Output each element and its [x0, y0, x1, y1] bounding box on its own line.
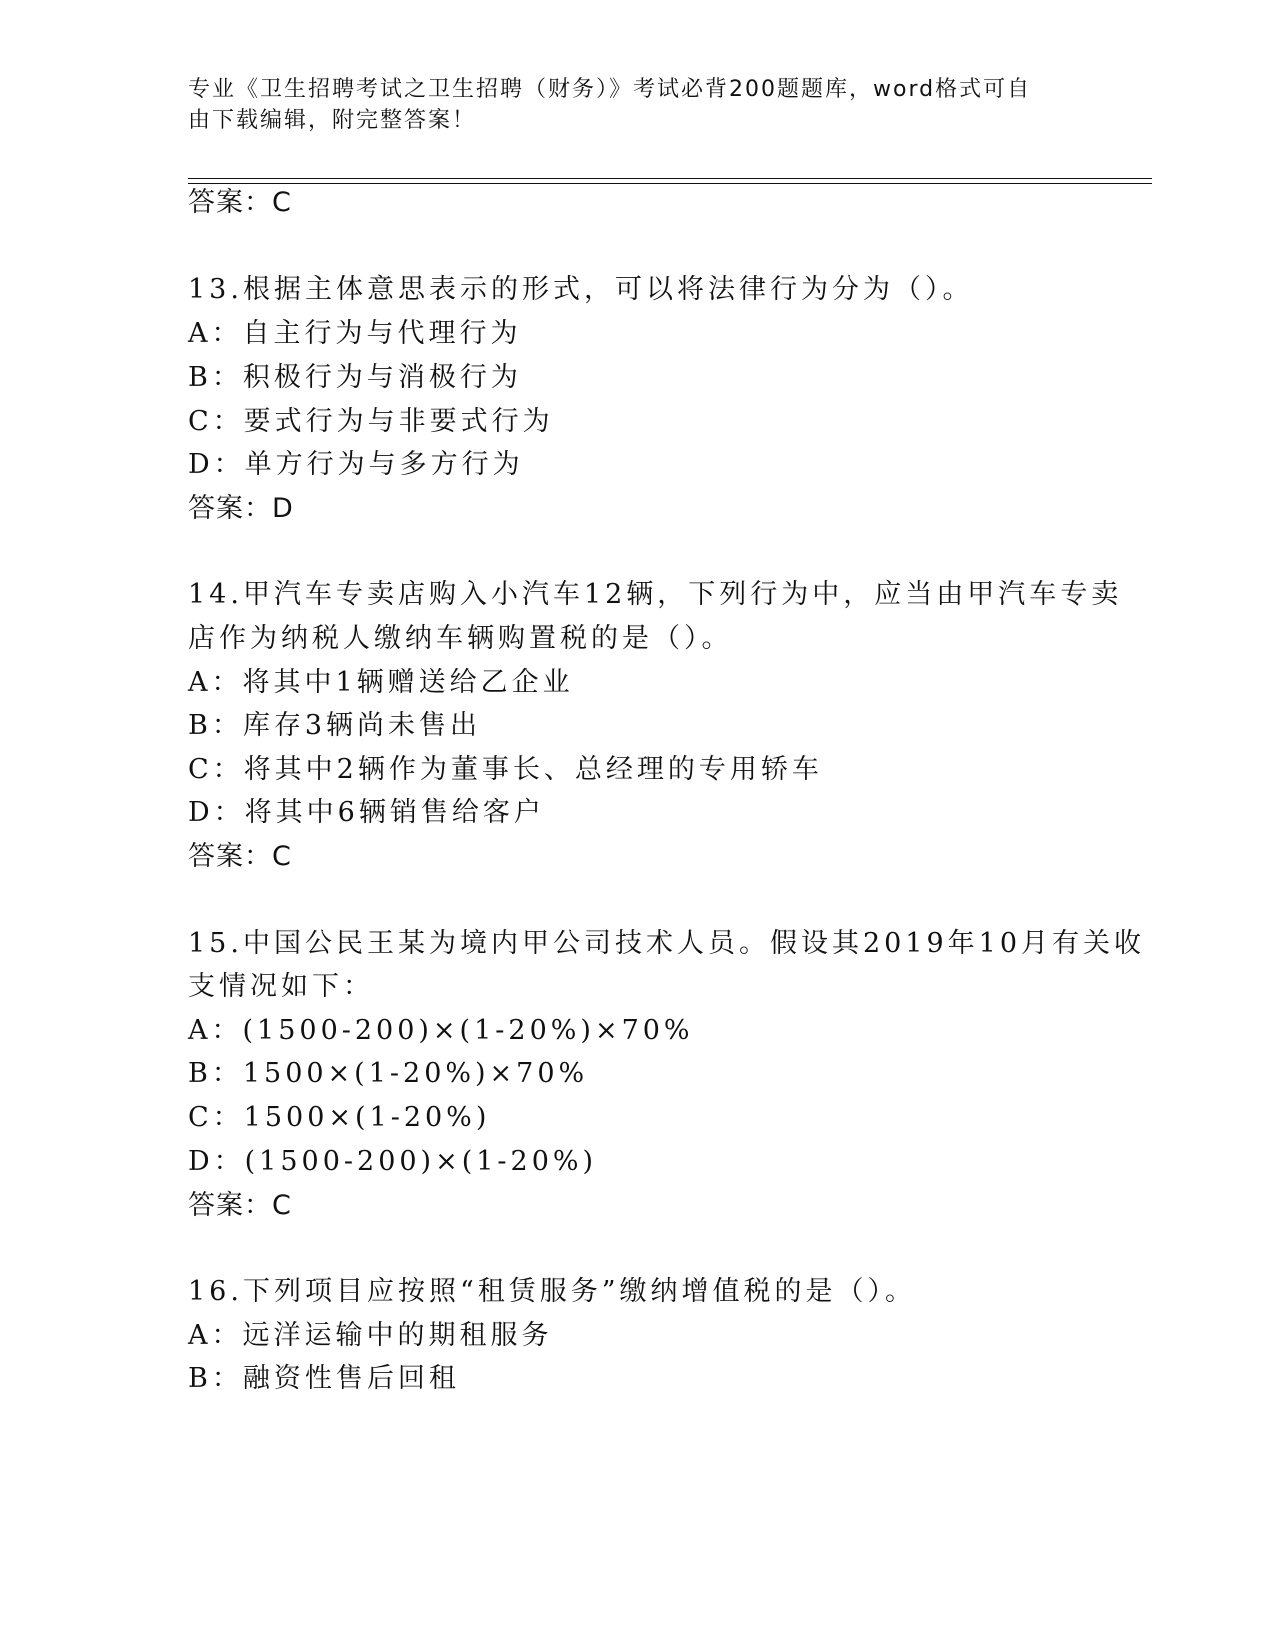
header-divider-top: [188, 178, 1152, 179]
header-line-1: 专业《卫生招聘考试之卫生招聘（财务）》考试必背200题题库，word格式可自: [188, 77, 1032, 102]
q13-answer: 答案：D: [188, 493, 294, 524]
question-13: 13.根据主体意思表示的形式，可以将法律行为分为（）。: [188, 274, 974, 305]
q13-option-c: C：要式行为与非要式行为: [188, 406, 554, 437]
q16-option-a: A：远洋运输中的期租服务: [188, 1320, 553, 1351]
question-16: 16.下列项目应按照“租赁服务”缴纳增值税的是（）。: [188, 1276, 917, 1307]
question-15-line-2: 支情况如下：: [188, 971, 374, 1002]
q15-answer: 答案：C: [188, 1190, 292, 1221]
q15-option-a: A：(1500-200)×(1-20%)×70%: [188, 1015, 694, 1046]
q15-option-d: D：(1500-200)×(1-20%): [188, 1146, 598, 1177]
q13-option-b: B：积极行为与消极行为: [188, 362, 522, 393]
q14-option-a: A：将其中1辆赠送给乙企业: [188, 667, 574, 698]
q14-option-c: C：将其中2辆作为董事长、总经理的专用轿车: [188, 754, 823, 785]
q13-option-d: D：单方行为与多方行为: [188, 449, 524, 480]
q14-option-b: B：库存3辆尚未售出: [188, 710, 482, 741]
q14-option-d: D：将其中6辆销售给客户: [188, 797, 545, 828]
answer-previous: 答案：C: [188, 187, 292, 218]
header-line-2: 由下载编辑，附完整答案！: [188, 108, 477, 133]
header-divider-bottom: [188, 183, 1152, 184]
question-14-line-2: 店作为纳税人缴纳车辆购置税的是（）。: [188, 623, 733, 654]
q16-option-b: B：融资性售后回租: [188, 1363, 460, 1394]
q14-answer: 答案：C: [188, 841, 292, 872]
q13-option-a: A：自主行为与代理行为: [188, 318, 522, 349]
document-header: [188, 74, 1068, 136]
q15-option-b: B：1500×(1-20%)×70%: [188, 1058, 589, 1089]
q15-option-c: C：1500×(1-20%): [188, 1102, 491, 1133]
question-14-line-1: 14.甲汽车专卖店购入小汽车12辆，下列行为中，应当由甲汽车专卖: [188, 579, 1123, 610]
question-15-line-1: 15.中国公民王某为境内甲公司技术人员。假设其2019年10月有关收: [188, 928, 1146, 959]
